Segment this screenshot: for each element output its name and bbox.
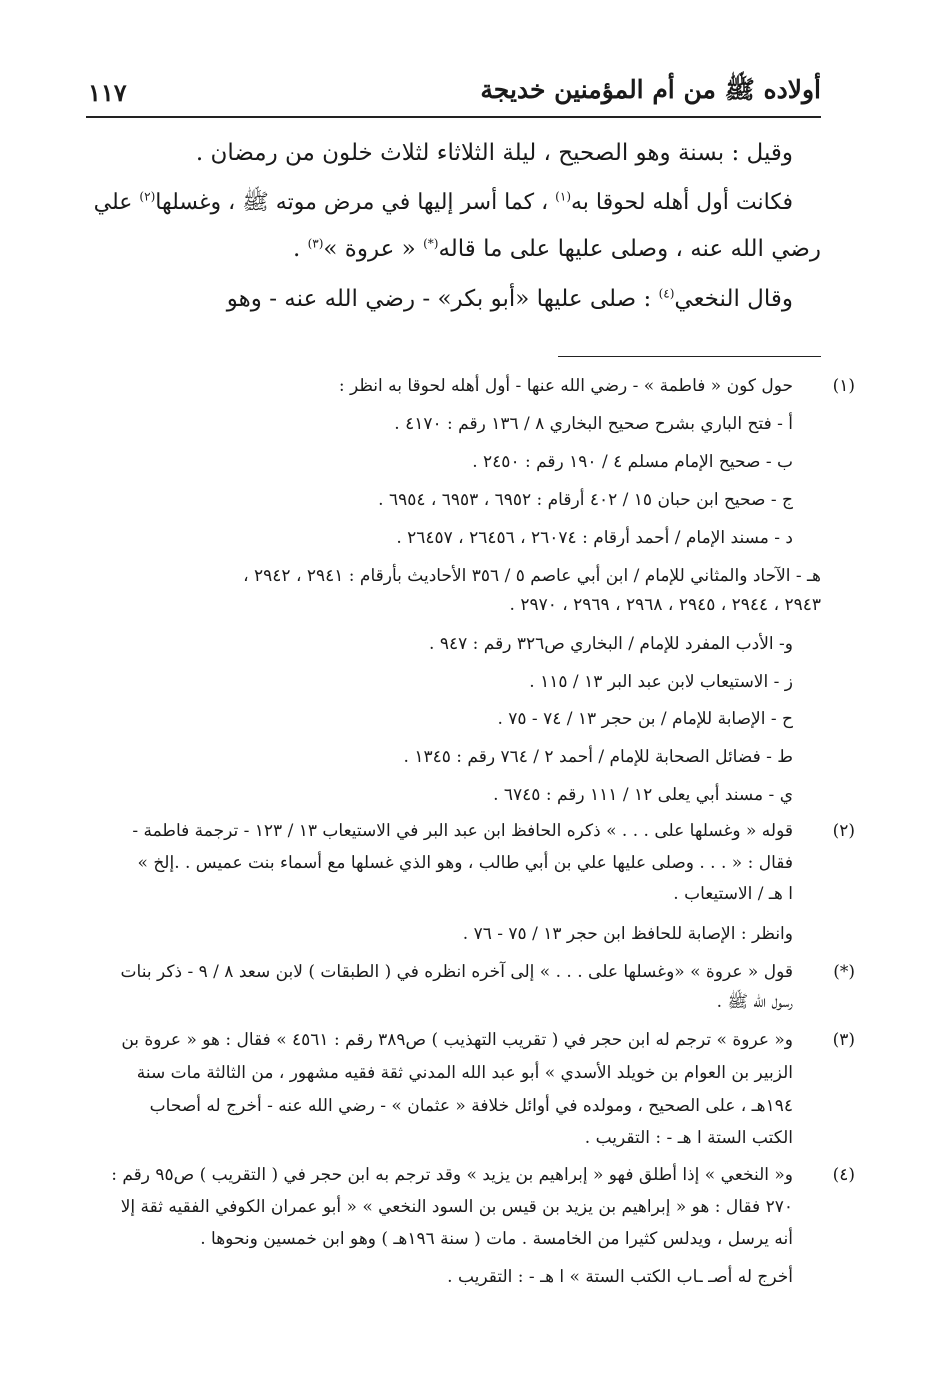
body-text: علي [93, 190, 140, 215]
footnote-mark-4: (٤) [832, 1165, 855, 1185]
footnote-1-line: أ - فتح الباري بشرح صحيح البخاري ٨ / ١٣٦ رقم : ٤١٧٠ . [394, 414, 793, 434]
footnote-2-line: وانظر : الإصابة للحافظ ابن حجر ١٣ / ٧٥ - ٧٦ . [462, 924, 793, 944]
footnote-2-line: فقال : « . . . وصلى عليها علي بن أبي طالب ، وهو الذي غسلها مع أسماء بنت عميس . .إلخ » [137, 853, 793, 873]
footnote-4-line: ٢٧٠ فقال : هو « إبراهيم بن يزيد بن قيس بن السود النخعي » « أبو عمران الكوفي الفقيه ثقة إلا [120, 1197, 793, 1217]
footnote-ref-2: (٢) [139, 189, 156, 204]
footnote-mark-star: (*) [833, 962, 855, 982]
body-text: فكانت أول أهله لحوقا به [571, 190, 793, 215]
body-text: رضي الله عنه ، وصلى عليها على ما قاله [438, 236, 821, 262]
footnote-1-line: ح - الإصابة للإمام / بن حجر ١٣ / ٧٤ - ٧٥ . [497, 709, 793, 729]
footnote-2-line: ا هـ / الاستيعاب . [673, 884, 793, 904]
footnote-ref-3: (٣) [307, 236, 324, 251]
body-line-1: وقيل : بسنة وهو الصحيح ، ليلة الثلاثاء لثلاث خلون من رمضان . [195, 140, 793, 166]
footnote-ref-4: (٤) [658, 286, 675, 301]
footnote-separator [558, 356, 821, 357]
body-line-4 [227, 284, 793, 314]
body-line-2 [94, 188, 793, 218]
footnote-1-line: هـ - الآحاد والمثاني للإمام / ابن أبي عاصم ٥ / ٣٥٦ الأحاديث بأرقام : ٢٩٤١ ، ٢٩٤٢ ، [243, 566, 821, 586]
footnote-2-line: قوله « وغسلها على . . . » ذكره الحافظ ابن عبد البر في الاستيعاب ١٣ / ١٢٣ - ترجمة فاطمة - [132, 821, 793, 841]
footnote-3-line: ١٩٤هـ ، على الصحيح ، ومولده في أوائل خلافة « عثمان » - رضي الله عنه - أخرج له أصحاب [149, 1096, 793, 1116]
footnote-4-line: و« النخعي » إذا أطلق فهو « إبراهيم بن يزيد » وقد ترجم به ابن حجر في ( التقريب ) ص٩٥ رقم : [111, 1165, 793, 1185]
footnote-mark-3: (٣) [832, 1030, 855, 1050]
footnote-1-line: ط - فضائل الصحابة للإمام / أحمد ٢ / ٧٦٤ رقم : ١٣٤٥ . [403, 747, 793, 767]
body-text: : صلى عليها «أبو بكر» - رضي الله عنه - وهو [226, 286, 659, 312]
footnote-1-line: حول كون « فاطمة » - رضي الله عنها - أول أهله لحوقا به انظر : [338, 376, 793, 396]
footnote-mark-2: (٢) [832, 821, 855, 841]
body-text: . [292, 236, 308, 262]
footnote-1-line: ٢٩٤٣ ، ٢٩٤٤ ، ٢٩٤٥ ، ٢٩٦٨ ، ٢٩٦٩ ، ٢٩٧٠ . [509, 595, 821, 615]
body-line-3 [293, 234, 821, 264]
footnote-3-line: الزبير بن العوام بن خويلد الأسدي » أبو عبد الله المدني ثقة فقيه مشهور ، من الثالثة مات سنة [136, 1063, 793, 1083]
running-header-title: أولاده ﷺ من أم المؤمنين خديجة [480, 75, 821, 104]
footnote-1-line: ب - صحيح الإمام مسلم ٤ / ١٩٠ رقم : ٢٤٥٠ . [472, 452, 793, 472]
header-rule [86, 116, 821, 118]
footnote-star-line: رسول الله ﷺ . [716, 992, 793, 1012]
footnote-1-line: ز - الاستيعاب لابن عبد البر ١٣ / ١١٥ . [529, 672, 793, 692]
footnote-4-line: أنه يرسل ، ويدلس كثيرا من الخامسة . مات ( سنة ١٩٦هـ ) وهو ابن خمسين ونحوها . [200, 1229, 793, 1249]
body-text: « عروة » [323, 236, 424, 262]
footnote-ref-star: (*) [423, 236, 439, 251]
footnote-3-line: و« عروة » ترجم له ابن حجر في ( تقريب التهذيب ) ص٣٨٩ رقم : ٤٥٦١ » فقال : هو « عروة بن [121, 1030, 793, 1050]
footnote-star-line: قول « عروة » «وغسلها على . . . » إلى آخره انظره في ( الطبقات ) لابن سعد ٨ / ٩ - ذكر بنات [120, 962, 793, 982]
footnote-1-line: و- الأدب المفرد للإمام / البخاري ص٣٢٦ رقم : ٩٤٧ . [429, 634, 793, 654]
footnote-mark-1: (١) [832, 376, 855, 396]
body-text: وقال النخعي [674, 286, 793, 312]
footnote-4-line: أخرج له أصـ ـاب الكتب الستة » ا هـ - : التقريب . [447, 1267, 793, 1287]
footnote-1-line: ي - مسند أبي يعلى ١٢ / ١١١ رقم : ٦٧٤٥ . [493, 785, 793, 805]
page-number: ١١٧ [88, 78, 127, 107]
footnote-3-line: الكتب الستة ا هـ - : التقريب . [584, 1128, 793, 1148]
body-text: ، كما أسر إليها في مرض موته ﷺ ، وغسلها [155, 190, 556, 215]
footnote-1-line: د - مسند الإمام / أحمد أرقام : ٢٦٠٧٤ ، ٢٦٤٥٦ ، ٢٦٤٥٧ . [396, 528, 793, 548]
footnote-ref-1: (١) [555, 189, 571, 204]
footnote-1-line: ج - صحيح ابن حبان ١٥ / ٤٠٢ أرقام : ٦٩٥٢ ، ٦٩٥٣ ، ٦٩٥٤ . [378, 490, 793, 510]
